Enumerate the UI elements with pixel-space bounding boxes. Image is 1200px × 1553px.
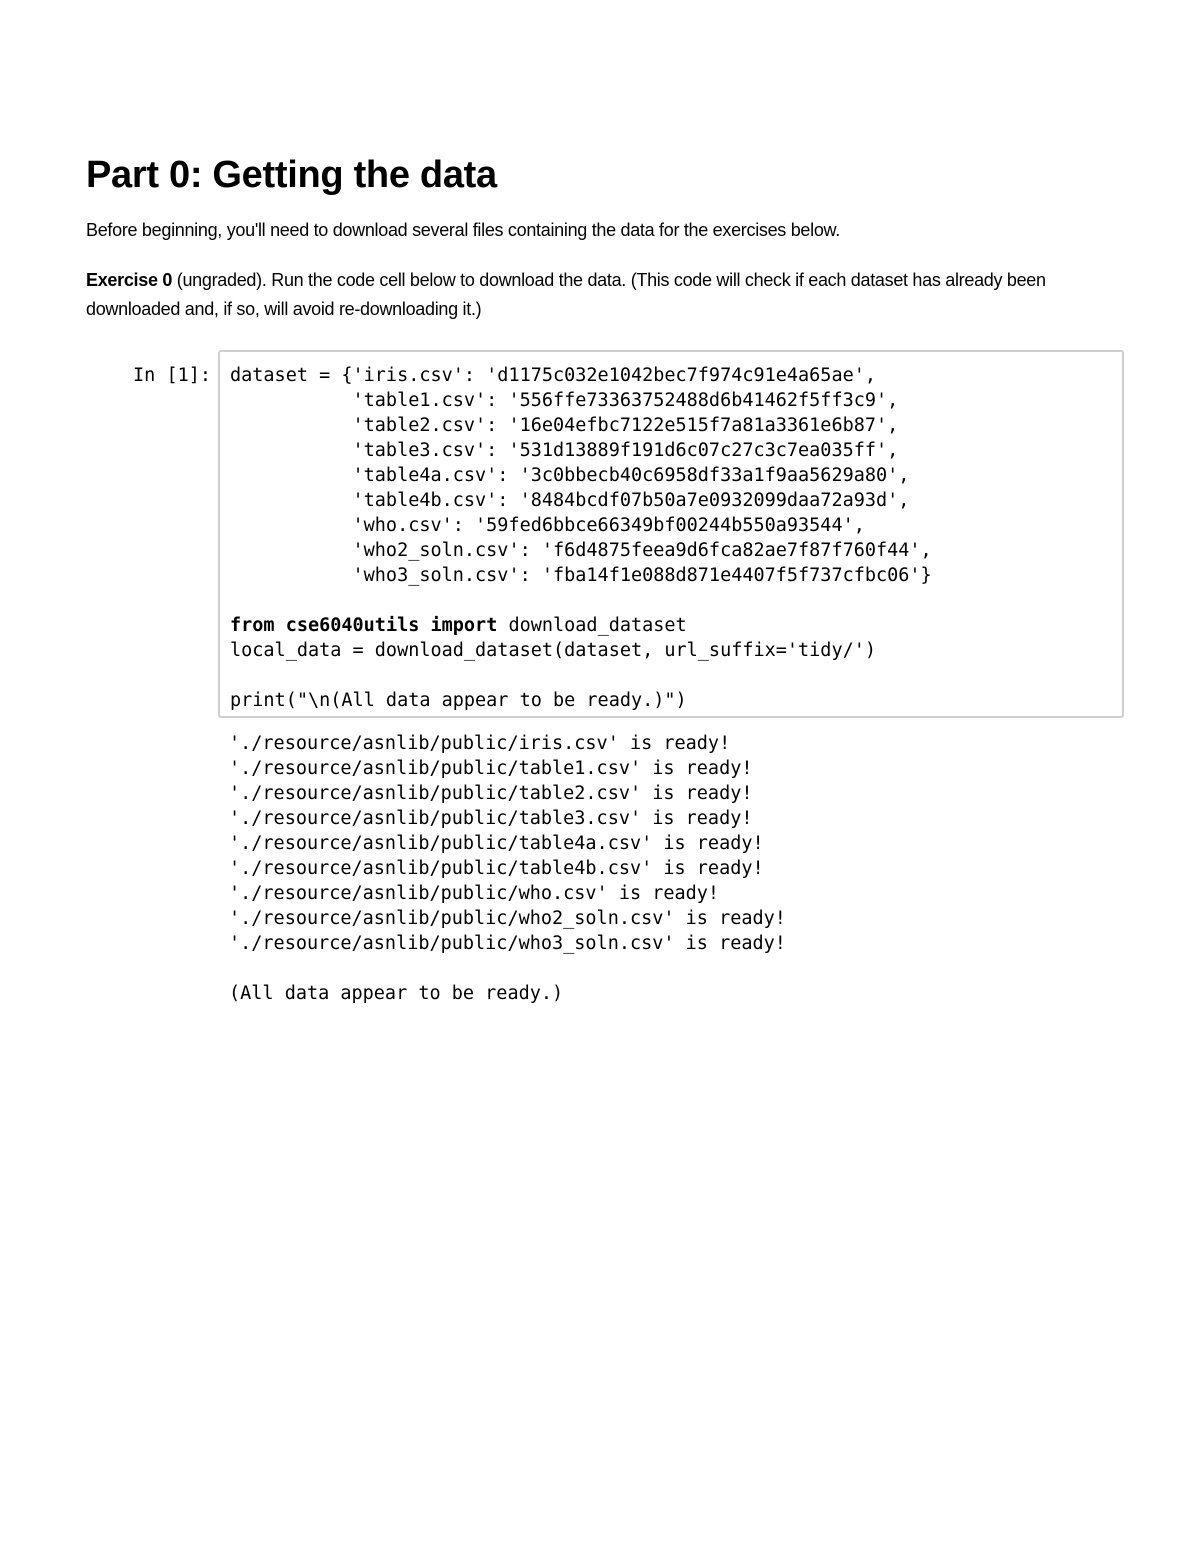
code-blank-line	[230, 663, 932, 688]
output-line: './resource/asnlib/public/who3_soln.csv' is ready!	[229, 933, 786, 954]
code-line: local_data = download_dataset(dataset, url_suffix='tidy/')	[230, 640, 877, 661]
import-name: download_dataset	[497, 615, 687, 636]
output-line: './resource/asnlib/public/who.csv' is ready!	[229, 883, 720, 904]
exercise-paragraph	[86, 266, 1116, 324]
code-line: 'who3_soln.csv': 'fba14f1e088d871e4407f5f737cfbc06'}	[230, 565, 932, 586]
module-name: cse6040utils	[274, 615, 431, 636]
output-line: './resource/asnlib/public/table3.csv' is ready!	[229, 808, 753, 829]
output-line: './resource/asnlib/public/iris.csv' is ready!	[229, 733, 731, 754]
exercise-text: (ungraded). Run the code cell below to download the data. (This code will check if each dataset has already been downloaded and, if so, will avoid re-downloading it.)	[86, 270, 1046, 319]
code-line-import	[230, 613, 932, 638]
code-line: 'table4a.csv': '3c0bbecb40c6958df33a1f9aa5629a80',	[230, 465, 910, 486]
code-line: dataset = {'iris.csv': 'd1175c032e1042bec7f974c91e4a65ae',	[230, 365, 877, 386]
code-blank-line	[230, 588, 932, 613]
keyword-import: import	[430, 615, 498, 636]
output-blank-line	[229, 956, 786, 981]
code-editor[interactable]	[230, 363, 932, 713]
output-line: './resource/asnlib/public/table4b.csv' is ready!	[229, 858, 764, 879]
intro-paragraph: Before beginning, you'll need to download several files containing the data for the exercises below.	[86, 220, 840, 240]
code-line: 'table4b.csv': '8484bcdf07b50a7e0932099daa72a93d',	[230, 490, 910, 511]
output-line: './resource/asnlib/public/table4a.csv' is ready!	[229, 833, 764, 854]
code-line: print("\n(All data appear to be ready.)")	[230, 690, 687, 711]
code-line: 'table3.csv': '531d13889f191d6c07c27c3c7ea035ff',	[230, 440, 899, 461]
cell-output	[229, 731, 786, 1006]
cell-prompt: In [1]:	[133, 365, 211, 386]
code-line: 'who2_soln.csv': 'f6d4875feea9d6fca82ae7f87f760f44',	[230, 540, 932, 561]
keyword-from: from	[230, 615, 275, 636]
code-line: 'who.csv': '59fed6bbce66349bf00244b550a93544',	[230, 515, 865, 536]
page-title: Part 0: Getting the data	[86, 154, 497, 196]
code-cell[interactable]	[218, 350, 1124, 718]
exercise-label: Exercise 0	[86, 270, 173, 290]
output-line: './resource/asnlib/public/table1.csv' is ready!	[229, 758, 753, 779]
output-line: './resource/asnlib/public/table2.csv' is ready!	[229, 783, 753, 804]
output-line: './resource/asnlib/public/who2_soln.csv' is ready!	[229, 908, 786, 929]
code-line: 'table1.csv': '556ffe73363752488d6b41462f5ff3c9',	[230, 390, 899, 411]
output-line: (All data appear to be ready.)	[229, 983, 564, 1004]
code-line: 'table2.csv': '16e04efbc7122e515f7a81a3361e6b87',	[230, 415, 899, 436]
